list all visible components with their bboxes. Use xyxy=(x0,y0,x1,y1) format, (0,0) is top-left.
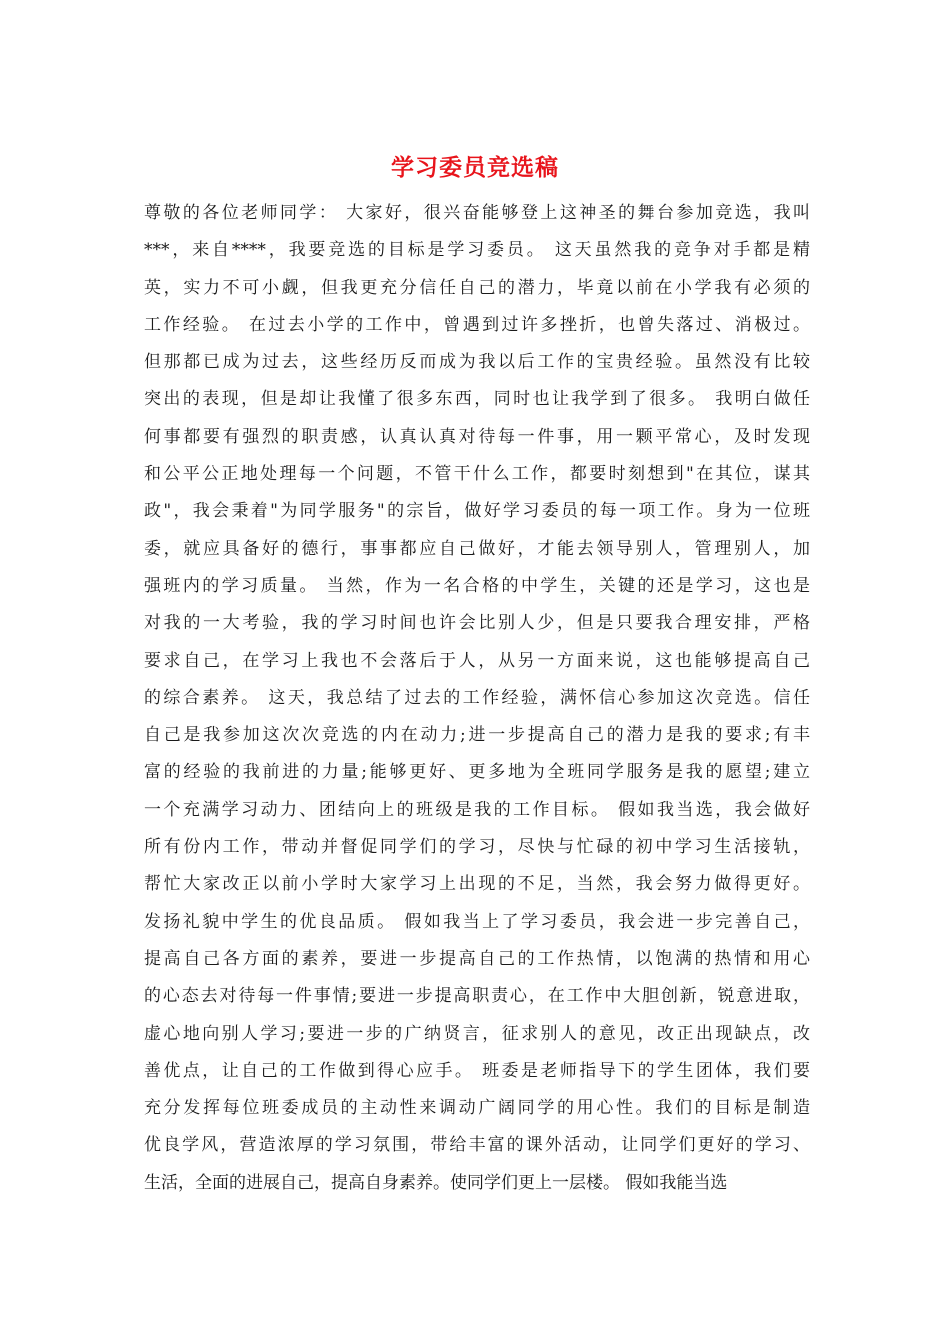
body-line: 突出的表现，但是却让我懂了很多东西，同时也让我学到了很多。 我明白做任 xyxy=(144,389,810,410)
body-line: 充分发挥每位班委成员的主动性来调动广阔同学的用心性。我们的目标是制造 xyxy=(144,1098,810,1119)
body-line: 优良学风，营造浓厚的学习氛围，带给丰富的课外活动，让同学们更好的学习、 xyxy=(144,1135,810,1156)
body-line: 但那都已成为过去，这些经历反而成为我以后工作的宝贵经验。虽然没有比较 xyxy=(144,352,810,373)
body-line: 尊敬的各位老师同学： 大家好，很兴奋能够登上这神圣的舞台参加竞选，我叫 xyxy=(144,203,810,223)
body-line: 发扬礼貌中学生的优良品质。 假如我当上了学习委员，我会进一步完善自己， xyxy=(144,911,810,932)
body-line: 自己是我参加这次次竞选的内在动力;进一步提高自己的潜力是我的要求;有丰 xyxy=(144,725,810,746)
document-body xyxy=(144,195,810,1202)
body-line: 虚心地向别人学习;要进一步的广纳贤言，征求别人的意见，改正出现缺点，改 xyxy=(144,1023,810,1044)
body-line: 对我的一大考验，我的学习时间也许会比别人少，但是只要我合理安排，严格 xyxy=(144,613,810,634)
body-line: 善优点，让自己的工作做到得心应手。 班委是老师指导下的学生团体，我们要 xyxy=(144,1060,810,1081)
body-line: 工作经验。 在过去小学的工作中，曾遇到过许多挫折，也曾失落过、消极过。 xyxy=(144,314,810,335)
body-line: 英，实力不可小觑，但我更充分信任自己的潜力，毕竟以前在小学我有必须的 xyxy=(144,277,810,298)
body-line: 强班内的学习质量。 当然，作为一名合格的中学生，关键的还是学习，这也是 xyxy=(144,575,810,596)
body-line: 一个充满学习动力、团结向上的班级是我的工作目标。 假如我当选，我会做好 xyxy=(144,799,810,820)
body-line: ***，来自****，我要竞选的目标是学习委员。 这天虽然我的竞争对手都是精 xyxy=(144,240,810,261)
body-line: 和公平公正地处理每一个问题，不管干什么工作，都要时刻想到"在其位，谋其 xyxy=(144,464,810,485)
body-line: 要求自己，在学习上我也不会落后于人，从另一方面来说，这也能够提高自己 xyxy=(144,650,810,671)
body-line: 的心态去对待每一件事情;要进一步提高职责心，在工作中大胆创新，锐意进取， xyxy=(144,986,810,1007)
body-line: 帮忙大家改正以前小学时大家学习上出现的不足，当然，我会努力做得更好。 xyxy=(144,874,810,895)
document-title: 学习委员竞选稿 xyxy=(391,154,559,181)
body-line: 提高自己各方面的素养，要进一步提高自己的工作热情，以饱满的热情和用心 xyxy=(144,948,810,969)
body-line: 何事都要有强烈的职责感，认真认真对待每一件事，用一颗平常心，及时发现 xyxy=(144,426,810,447)
body-line: 政"，我会秉着"为同学服务"的宗旨，做好学习委员的每一项工作。身为一位班 xyxy=(144,501,810,522)
body-line: 的综合素养。 这天，我总结了过去的工作经验，满怀信心参加这次竞选。信任 xyxy=(144,687,810,708)
body-line: 生活，全面的进展自己，提高自身素养。使同学们更上一层楼。 假如我能当选 xyxy=(144,1172,728,1193)
body-line: 富的经验的我前进的力量;能够更好、更多地为全班同学服务是我的愿望;建立 xyxy=(144,762,810,783)
body-line: 委，就应具备好的德行，事事都应自己做好，才能去领导别人，管理别人，加 xyxy=(144,538,810,559)
body-line: 所有份内工作，带动并督促同学们的学习，尽快与忙碌的初中学习生活接轨， xyxy=(144,837,810,858)
